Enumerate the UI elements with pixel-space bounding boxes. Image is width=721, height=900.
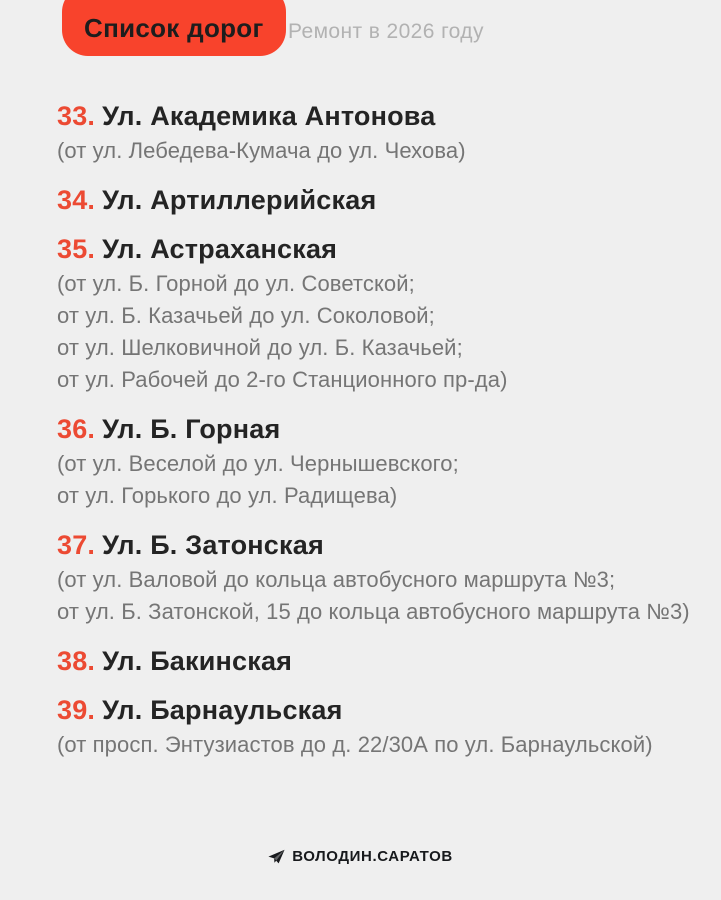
page-subtitle: Ремонт в 2026 году — [288, 20, 484, 43]
road-number: 33. — [57, 101, 96, 131]
road-detail-line: от ул. Рабочей до 2-го Станционного пр-да) — [57, 367, 508, 392]
road-heading — [57, 529, 715, 561]
list-item — [57, 413, 715, 512]
road-title: Ул. Барнаульская — [102, 695, 343, 725]
road-heading — [57, 184, 715, 216]
list-item — [57, 233, 715, 396]
road-heading — [57, 694, 715, 726]
road-number: 35. — [57, 234, 96, 264]
road-number: 37. — [57, 530, 96, 560]
road-heading — [57, 413, 715, 445]
road-detail-line: (от ул. Лебедева-Кумача до ул. Чехова) — [57, 138, 466, 163]
road-detail-line: (от просп. Энтузиастов до д. 22/30А по ул. Барнаульской) — [57, 732, 653, 757]
road-detail-line: от ул. Шелковичной до ул. Б. Казачьей; — [57, 335, 463, 360]
road-detail-line: (от ул. Б. Горной до ул. Советской; — [57, 271, 415, 296]
road-number: 36. — [57, 414, 96, 444]
road-title: Ул. Б. Горная — [102, 414, 281, 444]
road-heading — [57, 645, 715, 677]
channel-name: ВОЛОДИН.САРАТОВ — [292, 848, 453, 865]
road-title: Ул. Бакинская — [102, 646, 293, 676]
paper-plane-icon — [268, 849, 285, 865]
road-title: Ул. Артиллерийская — [102, 185, 377, 215]
footer-channel — [0, 848, 721, 865]
list-item — [57, 529, 715, 628]
road-title: Ул. Академика Антонова — [102, 101, 436, 131]
road-heading — [57, 233, 715, 265]
road-number: 38. — [57, 646, 96, 676]
road-detail-line: (от ул. Валовой до кольца автобусного маршрута №3; — [57, 567, 616, 592]
road-list — [57, 100, 715, 778]
list-title-badge — [62, 0, 286, 56]
list-item — [57, 694, 715, 761]
road-heading — [57, 100, 715, 132]
list-item — [57, 645, 715, 677]
list-item — [57, 184, 715, 216]
road-detail-line: от ул. Б. Казачьей до ул. Соколовой; — [57, 303, 435, 328]
road-title: Ул. Б. Затонская — [102, 530, 324, 560]
road-detail-line: от ул. Б. Затонской, 15 до кольца автобусного маршрута №3) — [57, 599, 690, 624]
road-detail-line: (от ул. Веселой до ул. Чернышевского; — [57, 451, 459, 476]
road-number: 39. — [57, 695, 96, 725]
road-detail-line: от ул. Горького до ул. Радищева) — [57, 483, 398, 508]
road-number: 34. — [57, 185, 96, 215]
list-item — [57, 100, 715, 167]
page-title: Список дорог — [84, 12, 264, 43]
road-title: Ул. Астраханская — [102, 234, 338, 264]
